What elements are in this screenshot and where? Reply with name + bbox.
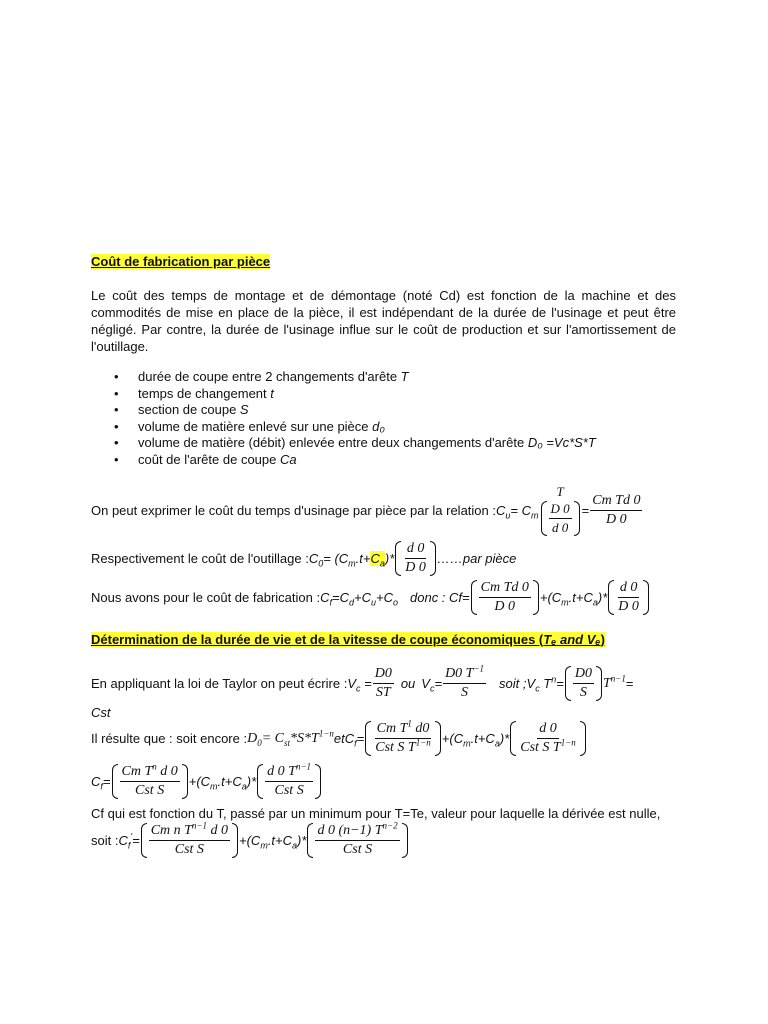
list-item: • temps de changement t [91, 386, 676, 403]
parameter-list [91, 369, 676, 469]
section-heading-cost [91, 254, 676, 269]
section-heading-optimization: Détermination de la durée de vie et de la vitesse de coupe économiques (Tₑ and Vₑ) [91, 632, 605, 647]
equation-machining-cost: On peut exprimer le coût du temps d'usinage par pièce par la relation : $C_u= C_m$ T D 0 d 0 = $\frac{\text{Cm Td 0}}{D 0}$ [91, 484, 641, 535]
list-item: • volume de matière (débit) enlevée entre deux changements d'arête D₀ =Vc*S*T [91, 435, 676, 452]
equation-cf-simplified: $C_f=$ Cm $T^n$ d 0 Cst S $+(C_m.t+C_a)*$ d 0 $T^{n-1}$ Cst S [91, 764, 676, 799]
list-item: • section de coupe S [91, 402, 676, 419]
intro-paragraph: Le coût des temps de montage et de démontage (noté Cd) est fonction de la machine et des commodités de mise en place de la pièce, il est indépendant de la durée de l'usinage et peut être négligé. Par contre, la durée de l'usinage influe sur le coût de production et sur l'amortissement de l'outillage. [91, 288, 676, 354]
list-item: • coût de l'arête de coupe Ca [91, 452, 676, 469]
equation-derivative: soit : $C_f'=$ Cm n $T^{n-1}$ d 0 Cst S $+(C_m.t+C_a)*$ d 0 (n−1) $T^{n-2}$ Cst S [91, 823, 676, 858]
list-item: • volume de matière enlevé sur une pièce d₀ [91, 419, 676, 436]
minimum-paragraph: Cf qui est fonction du T, passé par un minimum pour T=Te, valeur pour laquelle la dérivée est nulle, [91, 806, 661, 821]
heading-text: Coût de fabrication par pièce [91, 254, 271, 269]
taylor-constant: Cst [91, 705, 111, 720]
list-item: • durée de coupe entre 2 changements d'arête T [91, 369, 676, 386]
equation-result: Il résulte que : soit encore : $D_0= C_{st}*S*T^{1-n}$ et $C_f=$ Cm $T^1$ d0 Cst S $T^{1-n}$ $+(C_m.t+C_a)*$ d 0 Cst S $T^{1-n}$ [91, 721, 676, 756]
equation-fabrication-cost: Nous avons pour le coût de fabrication : $C_f=C_d+C_u+C_o$ donc : Cf= Cm Td 0 D 0 $+(C_m.t+C_a)*$ d 0 D 0 [91, 580, 676, 615]
equation-taylor: En appliquant la loi de Taylor on peut écrire : $V_c$ = $\frac{D0}{ST}$ ou $V_c=$ $\frac{D0 T^{-1}}{S}$ soit ; $V_c$ $T^n=$ D0 S $T^{n-1}$ = [91, 663, 634, 700]
equation-tooling-cost: Respectivement le coût de l'outillage : $C_0= (C_m.t+C_a)*$ d 0 D 0 ……par pièce [91, 541, 517, 575]
